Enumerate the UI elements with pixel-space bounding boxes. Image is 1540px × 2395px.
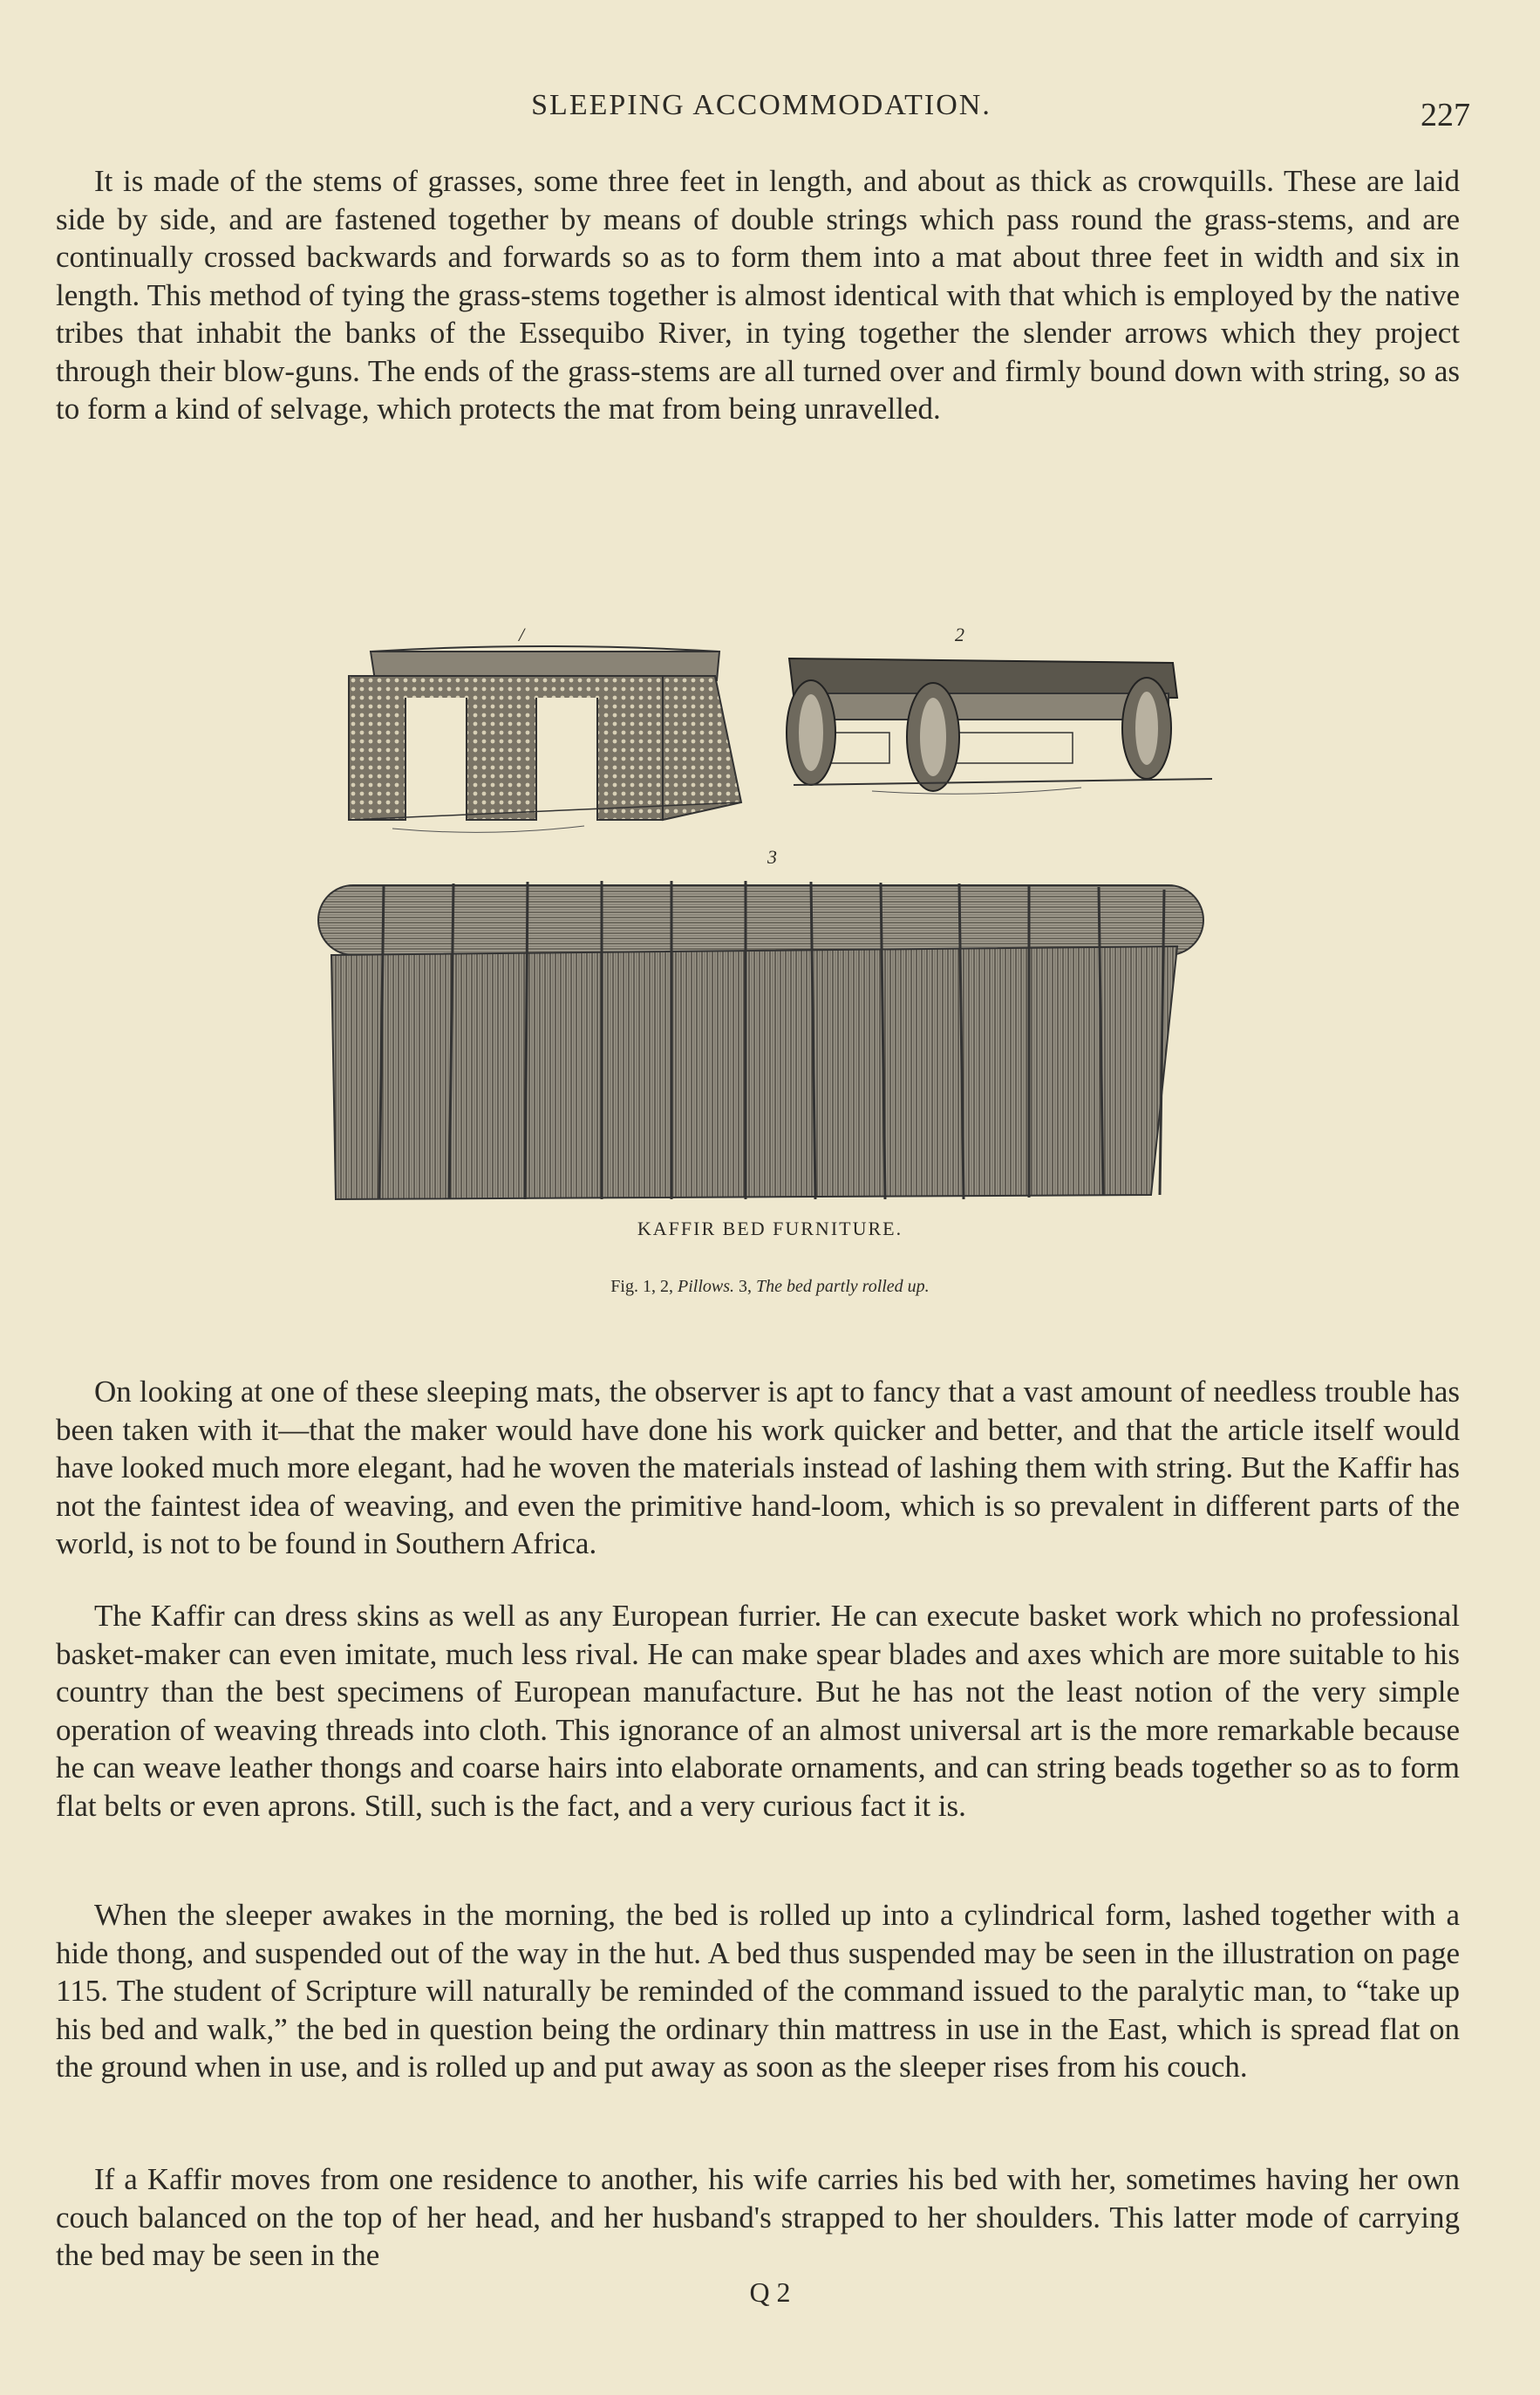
illustration-drawing — [314, 624, 1221, 1217]
caption-pillows: Pillows. — [677, 1277, 734, 1296]
caption-num-3: 3, — [739, 1277, 752, 1296]
page-number: 227 — [1421, 97, 1470, 133]
rolled-bed-drawing — [318, 881, 1203, 1199]
paragraph-3: The Kaffir can dress skins as well as any European furrier. He can execute basket work which no professional basket-maker can even imitate, much less rival. He can make spear blades and axes which are more suitable to his country than the best specimens of European manufacture. But he has not the least notion of the very simple operation of weaving threads into cloth. This ignorance of an almost universal art is the more remarkable because he can weave leather thongs and coarse hairs into elaborate ornaments, and can string beads together so as to form flat belts or even aprons. Still, such is the fact, and a very curious fact it is. — [56, 1599, 1460, 1823]
pillow-2-drawing — [787, 658, 1212, 794]
figure-caption-subtitle — [0, 1277, 1540, 1297]
paragraph-5: If a Kaffir moves from one residence to another, his wife carries his bed with her, sometimes having her own couch balanced on the top of her head, and her husband's strapped to her shoulders. This latter mode of carrying the bed may be seen in the — [56, 2162, 1460, 2272]
paragraph-2: On looking at one of these sleeping mats, the observer is apt to fancy that a vast amount of needless trouble has been taken with it—that the maker would have done his work quicker and better, and that the article itself would have looked much more elegant, had he woven the materials instead of lashing them with string. But the Kaffir has not the faintest idea of weaving, and even the primitive hand-loom, which is so prevalent in different parts of the world, is not to be found in Southern Africa. — [56, 1375, 1460, 1560]
signature-mark: Q 2 — [749, 2276, 791, 2308]
caption-fig-label: Fig. 1, 2, — [610, 1277, 673, 1296]
caption-bed: The bed partly rolled up. — [756, 1277, 930, 1296]
pillow-1-drawing — [349, 646, 741, 832]
figure-label-1: / — [519, 624, 525, 645]
figure-label-3: 3 — [767, 846, 777, 868]
page-header — [52, 89, 1470, 141]
figure-caption-title: KAFFIR BED FURNITURE. — [637, 1218, 903, 1239]
paragraph-1: It is made of the stems of grasses, some three feet in length, and about as thick as crowquills. These are laid side by side, and are fastened together by means of double strings which pass round the grass-stems, and are continually crossed backwards and forwards so as to form them into a mat about three feet in width and six in length. This method of tying the grass-stems together is almost identical with that which is employed by the native tribes that inhabit the banks of the Essequibo River, in tying together the slender arrows which they project through their blow-guns. The ends of the grass-stems are all turned over and firmly bound down with string, so as to form a kind of selvage, which protects the mat from being unravelled. — [56, 164, 1460, 426]
paragraph-4: When the sleeper awakes in the morning, the bed is rolled up into a cylindrical form, lashed together with a hide thong, and suspended out of the way in the hut. A bed thus suspended may be seen in the illustration on page 115. The student of Scripture will naturally be reminded of the command issued to the paralytic man, to “take up his bed and walk,” the bed in question being the ordinary thin mattress in use in the East, which is spread flat on the ground when in use, and is rolled up and put away as soon as the sleeper rises from his couch. — [56, 1898, 1460, 2084]
figure-label-2: 2 — [955, 624, 964, 645]
running-title: SLEEPING ACCOMMODATION. — [531, 89, 991, 121]
kaffir-bed-furniture-illustration — [314, 624, 1221, 1217]
